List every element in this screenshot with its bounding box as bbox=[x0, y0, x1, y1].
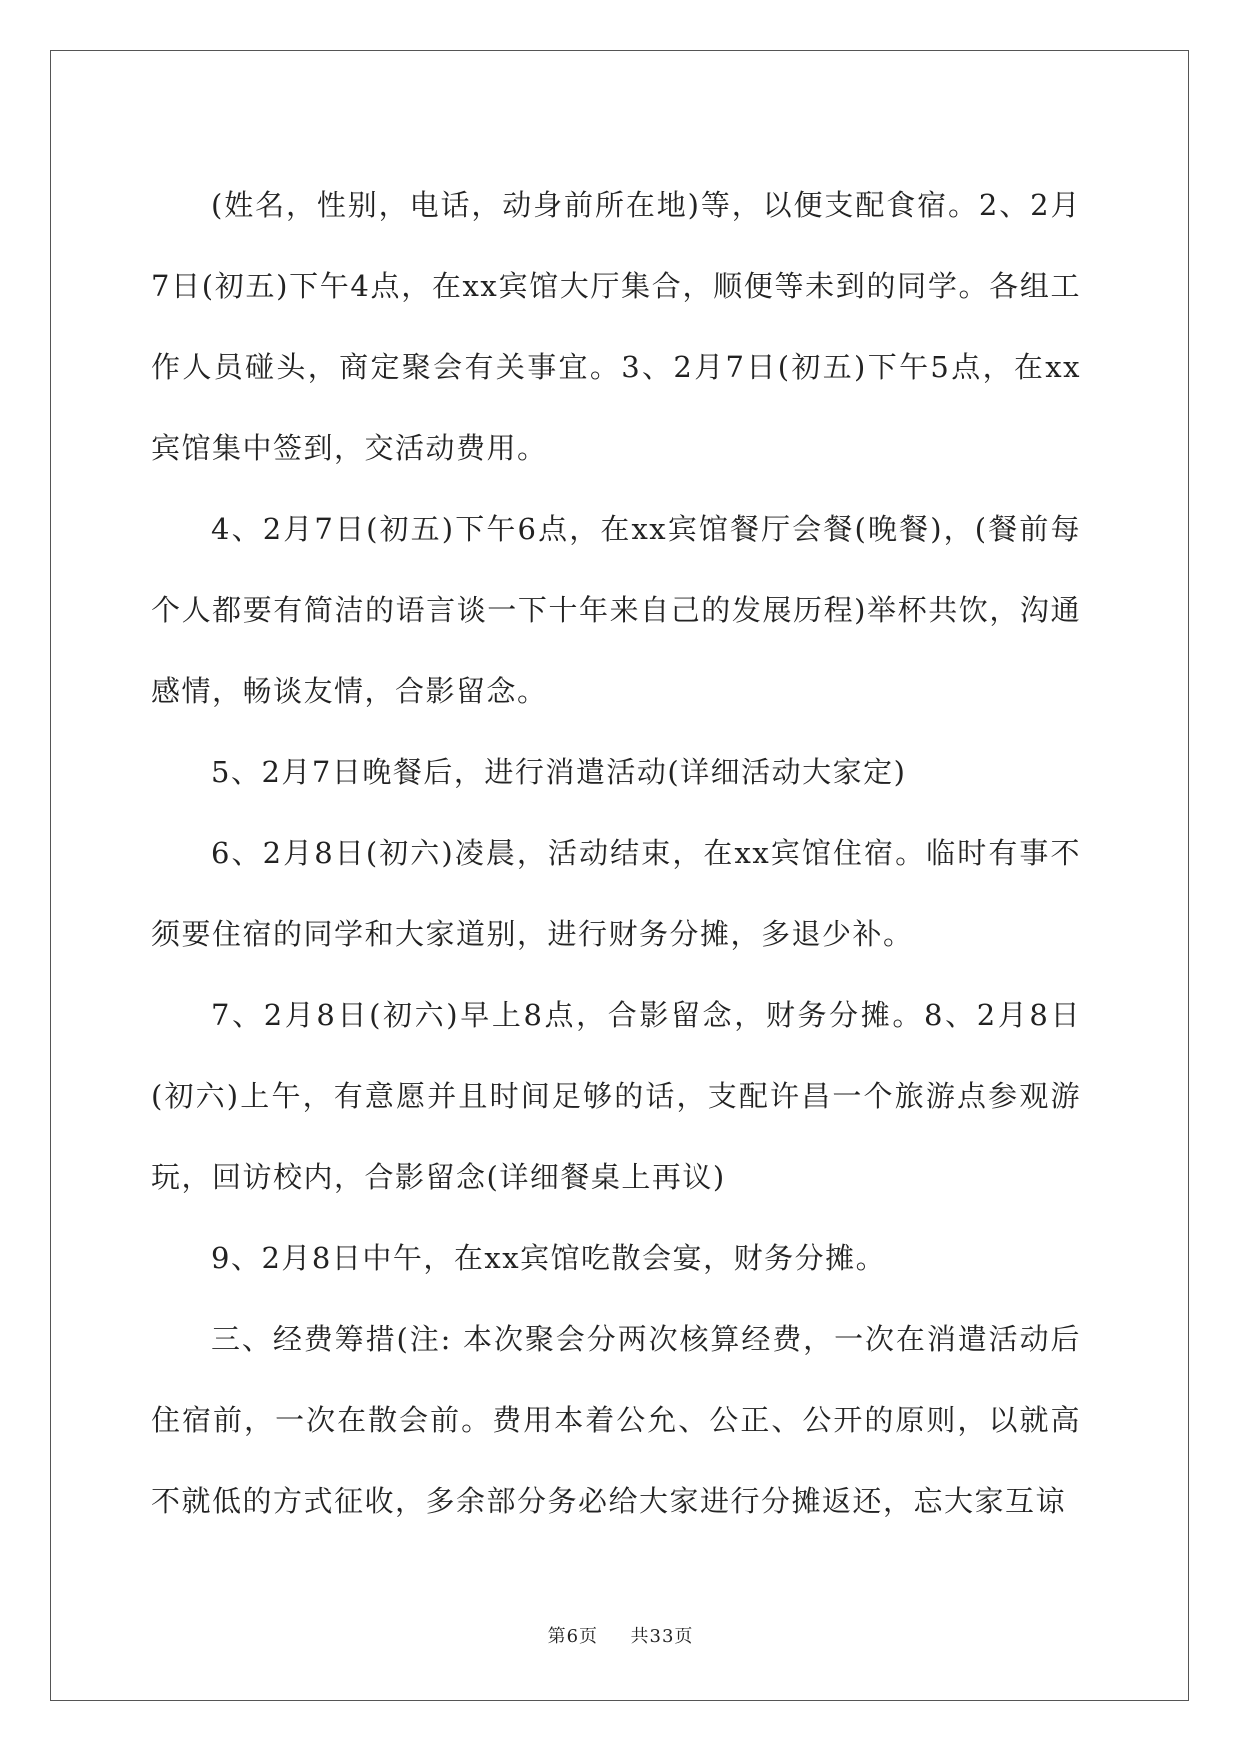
paragraph-3: 5、2月7日晚餐后，进行消遣活动(详细活动大家定) bbox=[211, 755, 907, 789]
page-number: 第6页 bbox=[547, 1626, 599, 1647]
paragraph-6: 9、2月8日中午，在xx宾馆吃散会宴，财务分摊。 bbox=[211, 1241, 887, 1275]
document-body bbox=[151, 165, 1081, 1542]
page-footer bbox=[0, 1622, 1241, 1648]
paragraph-7: 三、经费筹措(注: 本次聚会分两次核算经费，一次在消遣活动后住宿前，一次在散会前。费用本着公允、公正、公开的原则，以就高不就低的方式征收，多余部分务必给大家进行分摊返还，忘大家互谅 bbox=[151, 1322, 1081, 1518]
paragraph-4: 6、2月8日(初六)凌晨，活动结束，在xx宾馆住宿。临时有事不须要住宿的同学和大家道别，进行财务分摊，多退少补。 bbox=[151, 836, 1081, 951]
page-total: 共33页 bbox=[630, 1626, 694, 1647]
footer-gap bbox=[605, 1626, 624, 1647]
paragraph-5: 7、2月8日(初六)早上8点，合影留念，财务分摊。8、2月8日(初六)上午，有意愿并且时间足够的话，支配许昌一个旅游点参观游玩，回访校内，合影留念(详细餐桌上再议) bbox=[151, 998, 1081, 1194]
paragraph-1: (姓名，性别，电话，动身前所在地)等，以便支配食宿。2、2月7日(初五)下午4点，在xx宾馆大厅集合，顺便等未到的同学。各组工作人员碰头，商定聚会有关事宜。3、2月7日(初五)下午5点，在xx宾馆集中签到，交活动费用。 bbox=[151, 188, 1081, 465]
paragraph-2: 4、2月7日(初五)下午6点，在xx宾馆餐厅会餐(晚餐)，(餐前每个人都要有简洁的语言谈一下十年来自己的发展历程)举杯共饮，沟通感情，畅谈友情，合影留念。 bbox=[151, 512, 1081, 708]
